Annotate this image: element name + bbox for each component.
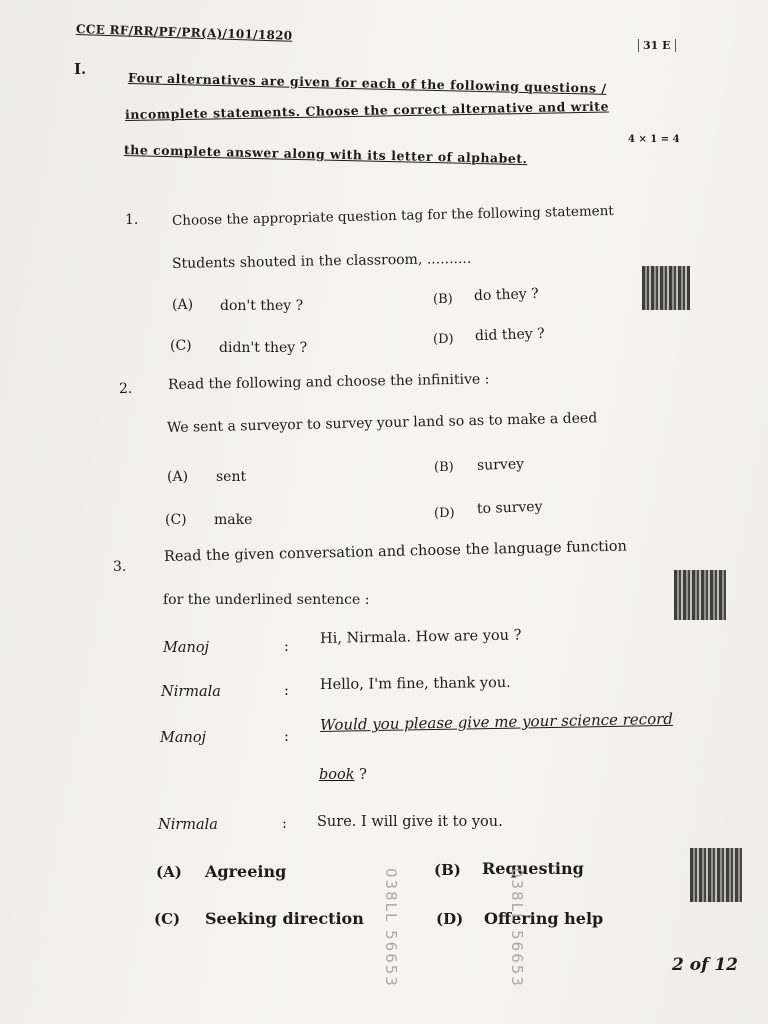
question-mark: ? (354, 767, 367, 783)
q2-option-a-text: sent (216, 469, 247, 485)
q3-option-c-letter: (C) (154, 910, 181, 928)
q3-option-a-text: Agreeing (205, 862, 287, 881)
q2-option-b-letter: (B) (434, 460, 454, 475)
q2-option-a-letter: (A) (167, 469, 189, 485)
q3-option-b-letter: (B) (434, 861, 461, 879)
instruction-line-2: incomplete statements. Choose the correct alternative and write (124, 98, 610, 122)
dialogue-speaker: Manoj (163, 640, 210, 656)
underlined-word: book (319, 767, 355, 783)
question-2-statement: We sent a surveyor to survey your land so as to make a deed (166, 410, 598, 436)
question-2-prompt: Read the following and choose the infinitive : (167, 371, 490, 393)
dialogue-speaker: Nirmala (158, 817, 218, 833)
dialogue-line: Hello, I'm fine, thank you. (319, 675, 511, 693)
instruction-line-1: Four alternatives are given for each of the following questions / (127, 70, 607, 96)
question-3-prompt: Read the given conversation and choose the language function (163, 538, 628, 565)
instruction-line-3: the complete answer along with its letter of alphabet. (123, 142, 528, 167)
watermark-serial: 038LL 56653 (508, 868, 526, 988)
q2-option-d-text: to survey (476, 498, 543, 518)
q1-option-d-text: did they ? (474, 325, 545, 345)
underlined-sentence: Would you please give me your science record (319, 709, 674, 734)
q1-option-b-text: do they ? (473, 285, 539, 305)
q2-option-b-text: survey (476, 456, 525, 474)
dialogue-colon: : (284, 683, 289, 699)
dialogue-line: Sure. I will give it to you. (317, 814, 503, 830)
q1-option-c-letter: (C) (170, 338, 192, 354)
qr-code-3 (690, 848, 742, 902)
q1-option-b-letter: (B) (433, 292, 453, 307)
q2-option-c-text: make (214, 512, 253, 528)
underlined-sentence-continued (319, 767, 367, 783)
question-1-prompt: Choose the appropriate question tag for the following statement (171, 202, 614, 229)
q1-option-a-text: don't they ? (220, 298, 304, 314)
question-1-number: 1. (125, 212, 139, 228)
marks-allotted: 4 × 1 = 4 (628, 134, 680, 145)
qr-code-2 (674, 570, 726, 620)
section-number: I. (74, 60, 87, 78)
question-3-prompt-continued: for the underlined sentence : (163, 592, 370, 608)
qr-code-1 (642, 266, 690, 310)
watermark-serial: 038LL 56653 (382, 868, 400, 988)
dialogue-speaker: Nirmala (161, 684, 221, 700)
q1-option-c-text: didn't they ? (219, 340, 308, 356)
question-1-statement: Students shouted in the classroom, .......... (171, 250, 472, 272)
dialogue-colon: : (284, 639, 289, 655)
page-number: 2 of 12 (672, 955, 738, 975)
question-3-number: 3. (113, 559, 127, 575)
q2-option-c-letter: (C) (165, 512, 187, 528)
q3-option-a-letter: (A) (156, 863, 182, 881)
q3-option-b-text: Requesting (482, 859, 584, 878)
q1-option-d-letter: (D) (433, 332, 454, 347)
page-tag: 31 E (638, 39, 676, 52)
q1-option-a-letter: (A) (172, 297, 194, 313)
dialogue-line: Hi, Nirmala. How are you ? (319, 627, 522, 647)
q2-option-d-letter: (D) (434, 506, 455, 521)
dialogue-colon: : (284, 729, 289, 745)
paper-code: CCE RF/RR/PF/PR(A)/101/1820 (75, 22, 293, 43)
dialogue-colon: : (282, 816, 287, 832)
question-2-number: 2. (119, 381, 133, 397)
q3-option-d-letter: (D) (436, 910, 464, 928)
q3-option-c-text: Seeking direction (205, 909, 364, 928)
dialogue-speaker: Manoj (160, 730, 207, 746)
q3-option-d-text: Offering help (484, 909, 604, 928)
